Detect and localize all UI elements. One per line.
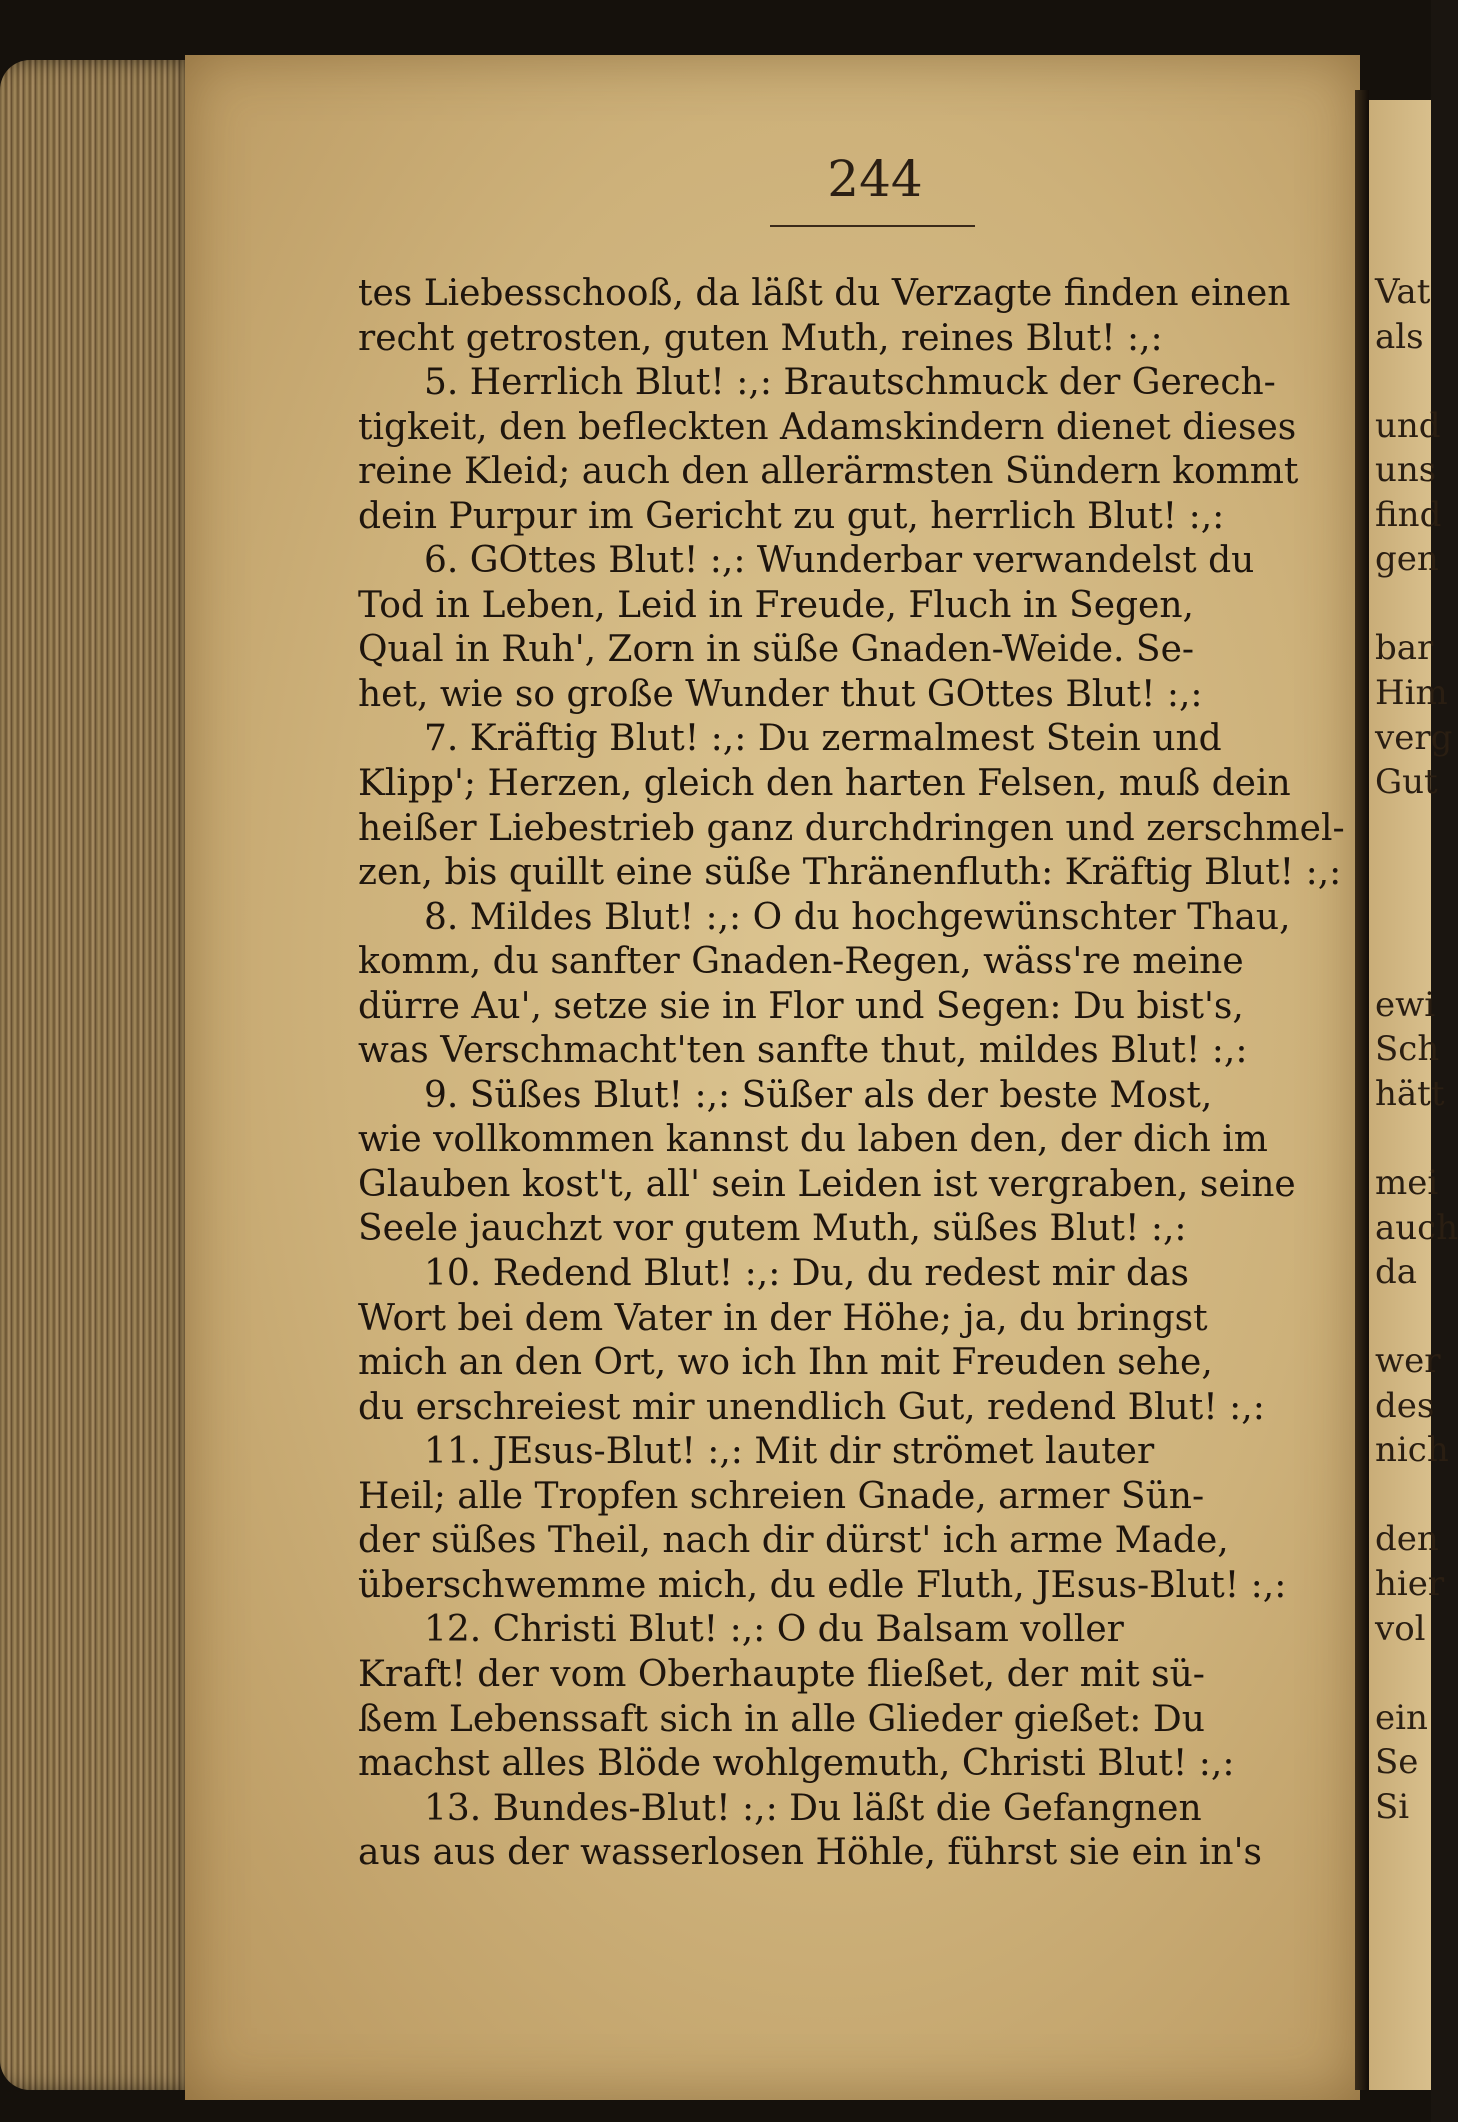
text-line: zen, bis quillt eine süße Thränenfluth: Kräftig Blut! :,:	[358, 852, 1342, 894]
text-line: Klipp'; Herzen, gleich den harten Felsen, muß dein	[358, 763, 1291, 805]
text-line: Qual in Ruh', Zorn in süße Gnaden-Weide. Se-	[358, 629, 1195, 671]
text-line: was Verschmacht'ten sanfte thut, mildes Blut! :,:	[358, 1030, 1248, 1072]
facing-page-fragment: bar	[1375, 628, 1434, 669]
text-line: dein Purpur im Gericht zu gut, herrlich Blut! :,:	[358, 495, 1225, 537]
text-line: 9. Süßes Blut! :,: Süßer als der beste Most,	[424, 1074, 1213, 1116]
text-line: Seele jauchzt vor gutem Muth, süßes Blut! :,:	[358, 1208, 1187, 1250]
facing-page-fragment: Vat	[1375, 272, 1431, 312]
facing-page-fragment: Si	[1375, 1786, 1410, 1827]
text-line: du erschreiest mir unendlich Gut, redend Blut! :,:	[358, 1386, 1265, 1428]
facing-page-fragment: Gut	[1375, 762, 1438, 803]
text-line: 6. GOttes Blut! :,: Wunderbar verwandelst du	[424, 540, 1255, 582]
text-line: mich an den Ort, wo ich Ihn mit Freuden sehe,	[358, 1342, 1213, 1384]
facing-page-fragment: uns	[1375, 450, 1437, 491]
text-line: Glauben kost't, all' sein Leiden ist vergraben, seine	[358, 1163, 1296, 1205]
text-line: reine Kleid; auch den allerärmsten Sündern kommt	[358, 451, 1299, 493]
text-line: 8. Mildes Blut! :,: O du hochgewünschter Thau,	[424, 896, 1291, 938]
header-rule	[770, 225, 975, 227]
facing-page-fragment: hätt	[1375, 1073, 1445, 1114]
facing-page-fragment: ewi	[1375, 984, 1436, 1025]
text-line: Tod in Leben, Leid in Freude, Fluch in Segen,	[358, 584, 1194, 626]
facing-page-fragment: mei	[1375, 1163, 1439, 1203]
facing-page-fragment: auch	[1375, 1207, 1458, 1248]
text-line: Kraft! der vom Oberhaupte fließet, der mit sü-	[358, 1653, 1205, 1695]
page-number: 244	[827, 150, 923, 208]
text-line: 11. JEsus-Blut! :,: Mit dir strömet lauter	[424, 1431, 1155, 1473]
facing-page-fragment: Se	[1375, 1742, 1419, 1783]
text-line: 5. Herrlich Blut! :,: Brautschmuck der Gerech-	[424, 362, 1276, 404]
text-line: ßem Lebenssaft sich in alle Glieder gießet: Du	[358, 1698, 1205, 1740]
text-line: 7. Kräftig Blut! :,: Du zermalmest Stein und	[424, 718, 1222, 760]
text-line: 13. Bundes-Blut! :,: Du läßt die Gefangnen	[424, 1787, 1202, 1829]
text-line: tigkeit, den befleckten Adamskindern dienet dieses	[358, 406, 1297, 448]
text-line: 12. Christi Blut! :,: O du Balsam voller	[424, 1609, 1124, 1651]
facing-page-fragment: als	[1375, 316, 1424, 357]
text-line: tes Liebesschooß, da läßt du Verzagte finden einen	[358, 273, 1291, 314]
facing-page	[1369, 100, 1458, 2090]
facing-page-fragment: den	[1375, 1519, 1439, 1560]
text-line: Heil; alle Tropfen schreien Gnade, armer Sün-	[358, 1475, 1205, 1517]
page-edges	[0, 60, 200, 2090]
facing-page-fragment: vol	[1375, 1608, 1426, 1649]
text-line: heißer Liebestrieb ganz durchdringen und zerschmel-	[358, 807, 1345, 849]
text-line: komm, du sanfter Gnaden-Regen, wäss're meine	[358, 941, 1244, 983]
text-line: der süßes Theil, nach dir dürst' ich arme Made,	[358, 1520, 1229, 1562]
text-line: 10. Redend Blut! :,: Du, du redest mir das	[424, 1253, 1189, 1295]
facing-page-fragment: und	[1375, 405, 1441, 446]
facing-page-fragment: des	[1375, 1385, 1435, 1426]
text-line: Wort bei dem Vater in der Höhe; ja, du bringst	[358, 1297, 1208, 1339]
hymn-text	[358, 272, 1356, 1876]
text-line: recht getrosten, guten Muth, reines Blut! :,:	[358, 317, 1163, 359]
facing-page-fragment: Sch	[1375, 1029, 1440, 1070]
facing-page-fragment: find	[1375, 494, 1442, 535]
text-line: wie vollkommen kannst du laben den, der dich im	[358, 1119, 1268, 1161]
text-line: dürre Au', setze sie in Flor und Segen: Du bist's,	[358, 985, 1244, 1027]
facing-page-fragment: wer	[1375, 1341, 1441, 1382]
facing-page-fragment: verg	[1375, 717, 1453, 758]
text-line: machst alles Blöde wohlgemuth, Christi Blut! :,:	[358, 1743, 1235, 1785]
book-gutter	[1355, 90, 1369, 2090]
facing-page-fragment: Him	[1375, 672, 1448, 713]
facing-page-fragment: nich	[1375, 1430, 1449, 1471]
text-line: überschwemme mich, du edle Fluth, JEsus-Blut! :,:	[358, 1564, 1287, 1606]
facing-page-fragment: hier	[1375, 1563, 1445, 1604]
facing-page-fragment: da	[1375, 1252, 1418, 1293]
text-line: het, wie so große Wunder thut GOttes Blut! :,:	[358, 673, 1203, 715]
text-line: aus aus der wasserlosen Höhle, führst sie ein in's	[358, 1832, 1262, 1874]
facing-page-fragment: ein	[1375, 1697, 1428, 1738]
facing-page-fragment: gen	[1375, 539, 1439, 580]
